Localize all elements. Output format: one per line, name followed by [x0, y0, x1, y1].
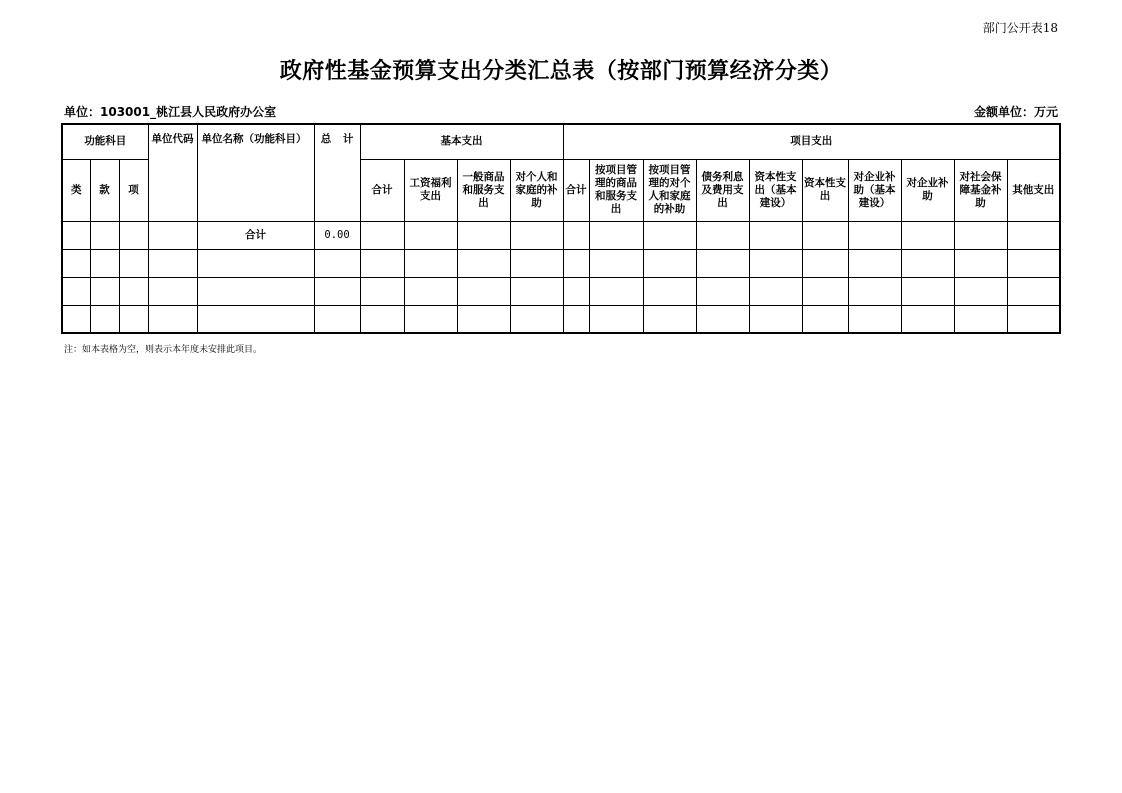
table-number: 部门公开表18	[982, 21, 1058, 35]
header-basic-wages: 工资福利支出	[404, 159, 457, 221]
header-social-security-fund: 对社会保障基金补助	[954, 159, 1007, 221]
header-func-subject: 功能科目	[62, 124, 148, 159]
row-total	[314, 277, 360, 305]
table-row	[62, 305, 1060, 333]
header-debt-interest: 债务利息及费用支出	[696, 159, 749, 221]
unit-label: 单位：103001_桃江县人民政府办公室	[64, 105, 277, 119]
header-project-personal-subsidy: 按项目管理的对个人和家庭的补助	[643, 159, 696, 221]
header-enterprise-subsidy: 对企业补助	[901, 159, 954, 221]
header-project-expense: 项目支出	[563, 124, 1060, 159]
amount-unit-label: 金额单位：万元	[973, 105, 1058, 119]
header-unit-code: 单位代码	[148, 124, 197, 221]
header-lei: 类	[62, 159, 90, 221]
header-enterprise-subsidy-construction: 对企业补助（基本建设）	[848, 159, 901, 221]
header-project-total: 合计	[563, 159, 589, 221]
header-basic-goods-services: 一般商品和服务支出	[457, 159, 510, 221]
row-name: 合计	[197, 221, 314, 249]
table-row	[62, 221, 1060, 249]
table-row	[62, 277, 1060, 305]
header-basic-personal-subsidy: 对个人和家庭的补助	[510, 159, 563, 221]
header-unit-name: 单位名称（功能科目）	[197, 124, 314, 221]
header-basic-total: 合计	[360, 159, 404, 221]
header-kuan: 款	[90, 159, 119, 221]
row-total	[314, 249, 360, 277]
header-capital-construction: 资本性支出（基本建设）	[749, 159, 802, 221]
row-name	[197, 277, 314, 305]
header-project-goods-services: 按项目管理的商品和服务支出	[589, 159, 643, 221]
row-name	[197, 305, 314, 333]
header-other-expense: 其他支出	[1007, 159, 1060, 221]
header-xiang: 项	[119, 159, 148, 221]
header-total: 总 计	[314, 124, 360, 221]
page-title: 政府性基金预算支出分类汇总表（按部门预算经济分类）	[279, 59, 843, 84]
header-basic-expense: 基本支出	[360, 124, 563, 159]
footnote: 注：如本表格为空，则表示本年度未安排此项目。	[64, 345, 263, 355]
row-total	[314, 305, 360, 333]
header-capital-expense: 资本性支出	[802, 159, 848, 221]
row-name	[197, 249, 314, 277]
budget-table	[61, 123, 1061, 334]
table-row	[62, 249, 1060, 277]
row-total: 0.00	[314, 221, 360, 249]
